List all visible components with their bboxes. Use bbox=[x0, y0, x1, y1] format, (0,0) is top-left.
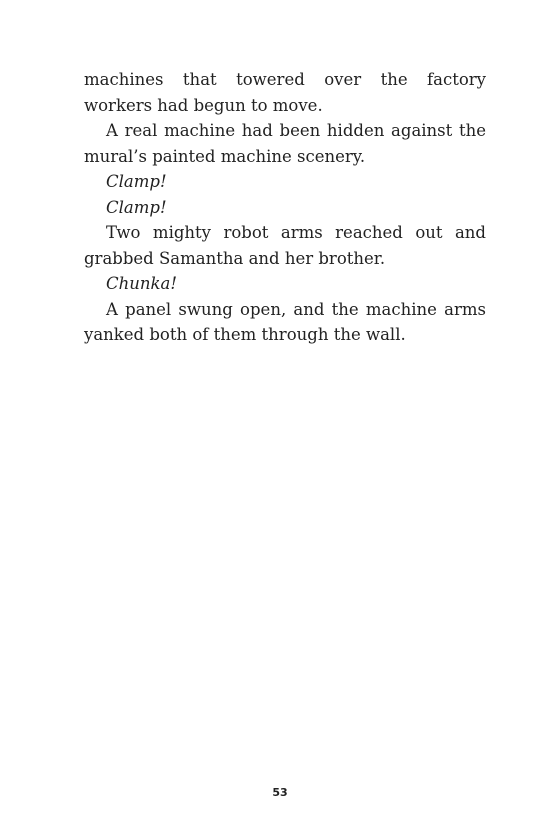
paragraph-panel-open: A panel swung open, and the machine arms yanked both of them through the wall. bbox=[84, 299, 486, 344]
sound-effect-clamp-1: Clamp! bbox=[106, 172, 167, 191]
paragraph-hidden-machine: A real machine had been hidden against the mural’s painted machine scenery. bbox=[84, 121, 486, 166]
paragraph-robot-arms: Two mighty robot arms reached out and grabbed Samantha and her brother. bbox=[84, 223, 486, 268]
sound-effect-clamp-2: Clamp! bbox=[106, 197, 167, 217]
paragraph-continuation: machines that towered over the factory workers had begun to move. bbox=[84, 70, 486, 115]
sound-effect-chunka: Chunka! bbox=[106, 274, 177, 293]
page-number: 53 bbox=[272, 786, 288, 799]
body-text bbox=[84, 67, 486, 348]
